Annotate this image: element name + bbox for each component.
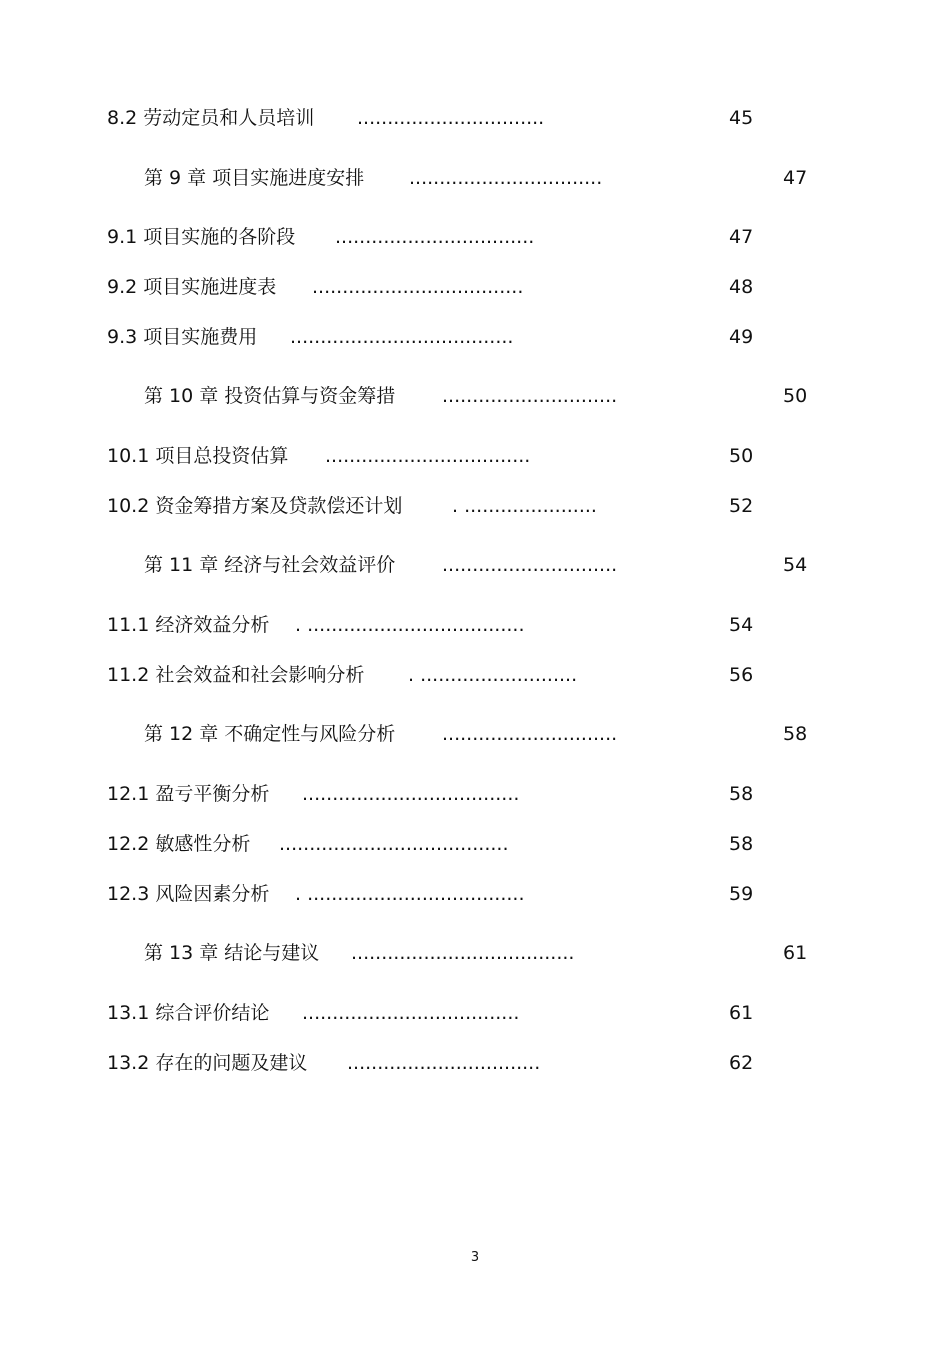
toc-dot-leader: . ...................... [452,495,597,517]
toc-page-number: 62 [729,1052,754,1074]
toc-chapter-entry [0,163,950,193]
toc-entry-title: 9.2 项目实施进度表 [107,276,277,298]
toc-page-number: 58 [783,723,808,745]
toc-page-number: 54 [783,554,808,576]
toc-chapter-entry [0,938,950,968]
toc-entry-title: 第 9 章 项目实施进度安排 [144,167,365,189]
toc-dot-leader: ............................. [442,554,618,576]
toc-chapter-entry [0,381,950,411]
toc-dot-leader: ...................................... [279,833,509,855]
toc-dot-leader: . .................................... [295,883,525,905]
toc-page-number: 52 [729,495,754,517]
toc-dot-leader: ................................ [409,167,603,189]
toc-entry-title: 10.2 资金筹措方案及贷款偿还计划 [107,495,403,517]
toc-page-number: 47 [729,226,754,248]
toc-page-number: 56 [729,664,754,686]
toc-entry-title: 12.1 盈亏平衡分析 [107,783,270,805]
toc-section-entry [0,829,950,859]
toc-entry-title: 13.1 综合评价结论 [107,1002,270,1024]
toc-entry-title: 10.1 项目总投资估算 [107,445,289,467]
toc-dot-leader: ..................................... [290,326,514,348]
page-number: 3 [470,1250,480,1265]
toc-entry-title: 11.1 经济效益分析 [107,614,270,636]
toc-section-entry [0,272,950,302]
toc-entry-title: 12.2 敏感性分析 [107,833,251,855]
toc-entry-title: 第 11 章 经济与社会效益评价 [144,554,396,576]
toc-entry-title: 第 13 章 结论与建议 [144,942,320,964]
toc-page-number: 50 [783,385,808,407]
toc-section-entry [0,998,950,1028]
toc-dot-leader: . .................................... [295,614,525,636]
toc-page-number: 58 [729,783,754,805]
toc-page-number: 61 [783,942,808,964]
toc-entry-title: 第 12 章 不确定性与风险分析 [144,723,396,745]
toc-page-number: 61 [729,1002,754,1024]
toc-dot-leader: ................................ [347,1052,541,1074]
toc-dot-leader: .................................... [302,783,520,805]
toc-page-number: 54 [729,614,754,636]
toc-entry-title: 第 10 章 投资估算与资金筹措 [144,385,396,407]
toc-dot-leader: . .......................... [408,664,578,686]
toc-entry-title: 12.3 风险因素分析 [107,883,270,905]
toc-section-entry [0,322,950,352]
toc-section-entry [0,610,950,640]
toc-dot-leader: .................................. [325,445,531,467]
toc-page-number: 45 [729,107,754,129]
toc-dot-leader: ............................. [442,385,618,407]
toc-section-entry [0,660,950,690]
toc-chapter-entry [0,550,950,580]
toc-entry-title: 8.2 劳动定员和人员培训 [107,107,315,129]
toc-section-entry [0,1048,950,1078]
toc-page-number: 48 [729,276,754,298]
toc-chapter-entry [0,719,950,749]
toc-dot-leader: ............................. [442,723,618,745]
toc-section-entry [0,879,950,909]
toc-section-entry [0,491,950,521]
toc-page-number: 49 [729,326,754,348]
toc-dot-leader: ..................................... [351,942,575,964]
toc-page-number: 58 [729,833,754,855]
toc-entry-title: 11.2 社会效益和社会影响分析 [107,664,365,686]
toc-section-entry [0,222,950,252]
toc-dot-leader: ................................. [335,226,535,248]
toc-dot-leader: .................................... [302,1002,520,1024]
toc-section-entry [0,103,950,133]
toc-page-number: 50 [729,445,754,467]
toc-page-number: 47 [783,167,808,189]
toc-section-entry [0,441,950,471]
toc-page-number: 59 [729,883,754,905]
toc-dot-leader: ............................... [357,107,545,129]
toc-entry-title: 9.1 项目实施的各阶段 [107,226,296,248]
toc-entry-title: 9.3 项目实施费用 [107,326,258,348]
toc-entry-title: 13.2 存在的问题及建议 [107,1052,308,1074]
toc-section-entry [0,779,950,809]
toc-dot-leader: ................................... [312,276,524,298]
